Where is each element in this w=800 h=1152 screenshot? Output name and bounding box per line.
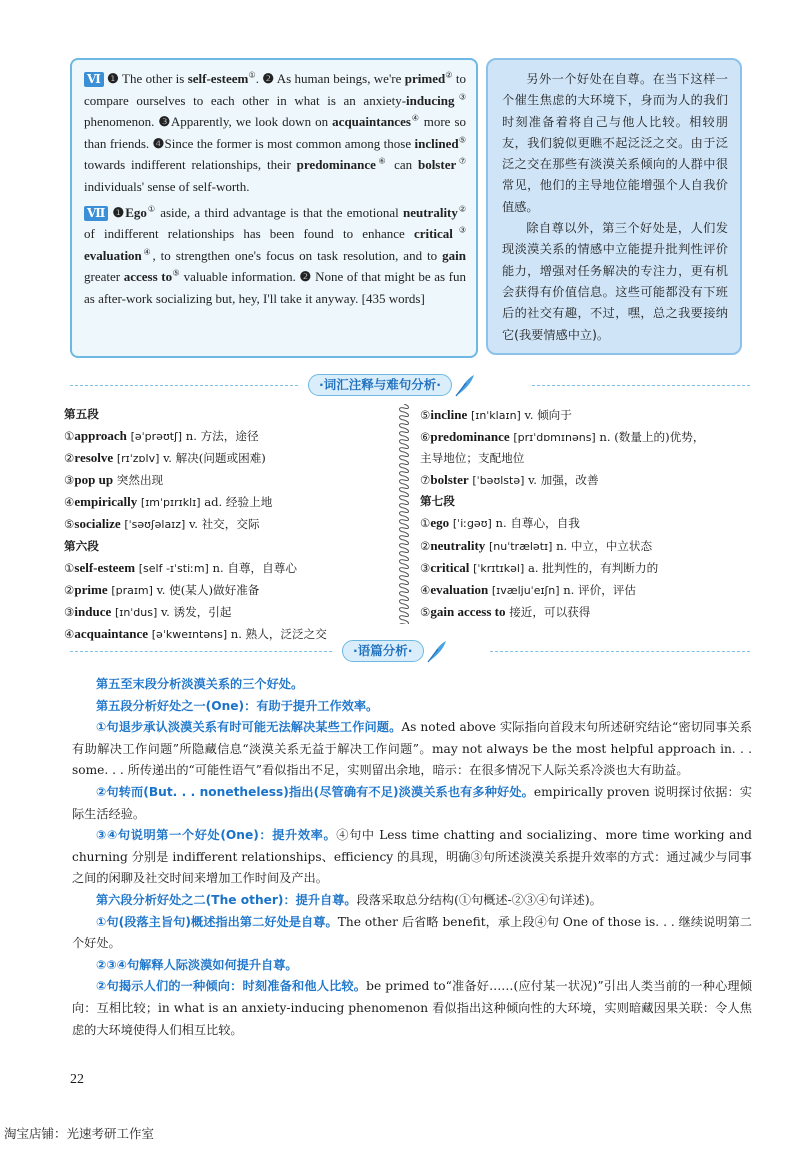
quill-icon bbox=[454, 373, 476, 397]
sentence-marker: ❶ bbox=[112, 204, 126, 220]
analysis-key: ②句转而(But. . . nonetheless)指出(尽管确有不足)淡漠关系也有多种好处。 bbox=[96, 784, 534, 799]
vocab-phonetic: [ɪnˈklaɪn] bbox=[470, 409, 521, 422]
vocab-word: neutrality bbox=[430, 537, 486, 553]
vocab-word: primed bbox=[404, 71, 446, 86]
vocab-word: bolster bbox=[430, 472, 469, 488]
sentence-marker: ❹ bbox=[152, 135, 165, 151]
vocab-definition: n. 熟人，泛泛之交 bbox=[227, 626, 327, 641]
analysis-key: ②句揭示人们的一种倾向：时刻准备和他人比较。 bbox=[96, 979, 367, 994]
analysis-banner bbox=[70, 640, 750, 662]
footnote-marker: ③ bbox=[452, 225, 466, 235]
vocab-entry bbox=[420, 469, 760, 491]
vocab-number: ④ bbox=[64, 626, 75, 641]
vocab-number: ④ bbox=[64, 495, 75, 510]
vocab-word: bolster bbox=[417, 157, 457, 173]
footnote-marker: ④ bbox=[141, 247, 153, 257]
analysis-key: 第六段分析好处之二(The other)：提升自尊。 bbox=[96, 892, 357, 907]
text: more so than friends. bbox=[84, 114, 467, 151]
paragraph-7 bbox=[84, 202, 466, 310]
vocab-number: ② bbox=[64, 582, 75, 597]
analysis-line: ②③④句解释人际淡漠如何提升自尊。 bbox=[96, 957, 298, 972]
analysis-text: As noted above 实际指向首段末句所述研究结论“密切同事关系有助解决工作问题”所隐藏信息“淡漠关系无益于解决工作问题”。may not always be the most helpful approach in. . . some. . . 所传递出的“可能性语气”看似指出不足，实则留出余地，暗示：在很多情况下人际关系冷淡也大有助益。 bbox=[72, 720, 752, 778]
analysis-text: 段落采取总分结构(①句概述-②③④句详述)。 bbox=[356, 892, 602, 907]
sentence-marker: ❶ bbox=[107, 71, 119, 86]
analysis-text: The other 后省略 benefit，承上段④句 One of those is. . . 继续说明第二个好处。 bbox=[72, 914, 752, 951]
vocab-word: ego bbox=[430, 515, 450, 531]
vocab-title: ·词汇注释与难句分析· bbox=[308, 374, 452, 396]
analysis-text: empirically proven 说明探讨依据：实际生活经验。 bbox=[72, 784, 752, 821]
vocab-phonetic: [əˈkweɪntəns] bbox=[151, 627, 228, 641]
vocab-word: socialize bbox=[74, 516, 121, 532]
vocab-entry bbox=[64, 425, 394, 447]
vocab-word: acquaintance bbox=[74, 625, 149, 641]
vocab-word: inclined bbox=[414, 135, 459, 151]
vocab-number: ③ bbox=[64, 604, 75, 619]
vocab-number: ② bbox=[64, 451, 75, 466]
vocab-definition: n. 中立，中立状态 bbox=[552, 538, 653, 553]
vocab-word: Ego bbox=[125, 204, 147, 220]
vocab-definition: n. (数量上的)优势， bbox=[595, 430, 705, 445]
vocab-entry bbox=[64, 513, 394, 535]
text: to compare ourselves to each other in what is an anxiety- bbox=[84, 71, 467, 108]
footnote-marker: ① bbox=[248, 70, 256, 80]
vocab-entry bbox=[420, 579, 760, 601]
sentence-marker: ❷ bbox=[262, 71, 275, 86]
vocab-definition: ad. 经验上地 bbox=[200, 495, 273, 510]
vocab-word: self-esteem bbox=[74, 559, 136, 575]
vocab-entry bbox=[64, 491, 394, 513]
text: None of that might be as fun as after-work socializing but, hey, I'll take it anyway. [435 words] bbox=[84, 269, 466, 306]
vocab-definition: 突然出现 bbox=[113, 473, 164, 488]
vocab-number: ⑤ bbox=[64, 517, 75, 532]
vocab-word: predominance bbox=[296, 157, 376, 173]
footnote-marker: ② bbox=[445, 70, 453, 80]
analysis-line bbox=[72, 825, 752, 890]
sentence-marker: ❷ bbox=[299, 269, 312, 285]
text: greater bbox=[84, 269, 124, 285]
vocab-definition: a. 批判性的，有判断力的 bbox=[524, 560, 659, 575]
vocab-number: ① bbox=[64, 560, 75, 575]
vocab-section-heading: 第七段 bbox=[420, 494, 455, 509]
vocab-definition: v. 倾向于 bbox=[520, 408, 572, 422]
analysis-line bbox=[72, 976, 752, 1041]
vocab-entry bbox=[420, 535, 760, 557]
vocab-word: gain access to bbox=[430, 603, 506, 619]
analysis-text: be primed to“准备好……(应付某一状况)”引出人类当前的一种心理倾向：互相比较；in what is an anxiety-inducing phenomenon 看似指出这种倾向性的大环境，实则暗藏因果关联：令人焦虑的大环境使得人们相互比较。 bbox=[72, 979, 752, 1037]
footnote-marker: ② bbox=[457, 204, 467, 214]
vocab-word: critical bbox=[430, 559, 470, 575]
vocab-definition: v. 使(某人)做好准备 bbox=[152, 582, 260, 597]
footnote-marker: ④ bbox=[410, 113, 420, 123]
analysis-key: ①句(段落主旨句)概述指出第二好处是自尊。 bbox=[96, 914, 338, 929]
vocab-list-right bbox=[420, 404, 760, 623]
footnote-marker: ③ bbox=[454, 92, 466, 102]
analysis-key: ①句退步承认淡漠关系有时可能无法解决某些工作问题。 bbox=[96, 720, 402, 735]
vocab-word: critical bbox=[413, 226, 453, 242]
text: , to strengthen one's focus on task resolution, and to bbox=[152, 247, 443, 263]
vocab-number: ⑤ bbox=[420, 604, 431, 619]
text: . bbox=[255, 71, 263, 86]
vocab-word: predominance bbox=[430, 429, 510, 445]
vocab-entry bbox=[64, 557, 394, 579]
text: can bbox=[388, 157, 418, 173]
text: Apparently, we look down on bbox=[170, 114, 333, 130]
vocab-word: incline bbox=[430, 407, 468, 422]
analysis-key: ③④句说明第一个好处(One)：提升效率。 bbox=[96, 828, 337, 843]
vocab-definition: n. 评价，评估 bbox=[559, 582, 637, 597]
vocab-number: ② bbox=[420, 538, 431, 553]
spiral-divider bbox=[398, 404, 410, 624]
text: valuable information. bbox=[179, 269, 300, 285]
vocab-number: ⑤ bbox=[420, 408, 431, 422]
vocab-entry bbox=[420, 426, 760, 448]
analysis-title: ·语篇分析· bbox=[342, 640, 424, 662]
vocab-number: ⑦ bbox=[420, 473, 431, 488]
vocab-entry bbox=[420, 557, 760, 579]
vocab-section-heading: 第六段 bbox=[64, 538, 99, 553]
text: Since the former is most common among those bbox=[164, 135, 415, 151]
vocab-word: approach bbox=[74, 428, 127, 444]
vocab-word: evaluation bbox=[84, 247, 142, 263]
vocab-section-heading: 第五段 bbox=[64, 407, 99, 421]
vocab-phonetic: [ɪmˈpɪrɪklɪ] bbox=[140, 496, 201, 510]
vocab-word: acquaintances bbox=[332, 114, 411, 130]
vocab-phonetic: [nuˈtrælətɪ] bbox=[488, 539, 553, 553]
text: aside, a third advantage is that the emotional bbox=[155, 204, 403, 220]
vocab-phonetic: [rɪˈzɒlv] bbox=[116, 452, 160, 466]
vocab-definition: 接近，可以获得 bbox=[505, 604, 591, 619]
vocab-word: empirically bbox=[74, 494, 138, 510]
vocab-phonetic: [prɪˈdɒmɪnəns] bbox=[513, 431, 596, 445]
paragraph-6-number: Ⅵ bbox=[84, 72, 104, 87]
vocab-definition: v. 加强，改善 bbox=[524, 473, 599, 488]
vocab-phonetic: [self -ɪˈstiːm] bbox=[138, 561, 209, 575]
text: The other is bbox=[118, 71, 188, 86]
vocab-definition: n. 自尊，自尊心 bbox=[208, 560, 297, 575]
vocab-continuation: 主导地位；支配地位 bbox=[420, 451, 525, 466]
vocab-number: ③ bbox=[64, 473, 75, 488]
vocab-word: neutrality bbox=[403, 204, 458, 220]
vocab-phonetic: [ˈkrɪtɪkəl] bbox=[473, 561, 525, 575]
vocab-phonetic: [ɪnˈdus] bbox=[114, 605, 158, 619]
translation-paragraph-7: 除自尊以外，第三个好处是，人们发现淡漠关系的情感中立能提升批判性评价能力，增强对任务解决的专注力，更有机会获得有价值信息。这些可能都没有下班后的社交有趣，不过，嘿，总之我要接纳它(我要情感中立)。 bbox=[502, 221, 728, 342]
vocab-word: induce bbox=[74, 603, 112, 619]
quill-icon bbox=[426, 639, 448, 663]
vocab-number: ① bbox=[64, 429, 75, 444]
paragraph-7-number: Ⅶ bbox=[84, 206, 108, 221]
vocab-definition: n. 自尊心，自我 bbox=[491, 516, 580, 531]
vocab-phonetic: [əˈprəʊtʃ] bbox=[130, 430, 183, 444]
paragraph-6 bbox=[84, 68, 466, 198]
vocab-number: ④ bbox=[420, 582, 431, 597]
text: phenomenon. bbox=[84, 114, 159, 130]
vocab-number: ③ bbox=[420, 560, 431, 575]
footnote-marker: ⑤ bbox=[172, 269, 180, 279]
text: individuals' sense of self-worth. bbox=[84, 178, 250, 194]
vocab-word: self-esteem bbox=[187, 71, 249, 86]
footnote-marker: ① bbox=[146, 204, 156, 214]
vocab-number: ① bbox=[420, 516, 431, 531]
vocab-phonetic: [ˈbəʊlstə] bbox=[472, 474, 525, 488]
page-number: 22 bbox=[70, 1072, 84, 1087]
vocab-definition: v. 解决(问题或困难) bbox=[159, 451, 266, 466]
shop-footer: 淘宝店铺：光速考研工作室 bbox=[4, 1126, 155, 1141]
analysis-line bbox=[72, 782, 752, 825]
vocab-number: ⑥ bbox=[420, 430, 431, 445]
vocab-phonetic: [ˈsəʊʃəlaɪz] bbox=[124, 518, 186, 532]
vocab-word: inducing bbox=[406, 92, 455, 108]
vocab-entry bbox=[64, 579, 394, 601]
sentence-marker: ❸ bbox=[158, 114, 171, 130]
footnote-marker: ⑥ bbox=[375, 157, 389, 167]
analysis-line bbox=[72, 890, 752, 912]
vocab-phonetic: [ˈiːgəʊ] bbox=[452, 517, 492, 531]
vocab-entry bbox=[64, 447, 394, 469]
text: As human beings, we're bbox=[274, 71, 405, 86]
discourse-analysis bbox=[72, 674, 752, 1041]
vocab-entry bbox=[64, 601, 394, 623]
vocab-definition: n. 方法，途径 bbox=[182, 429, 259, 444]
analysis-line bbox=[72, 717, 752, 782]
passage-box bbox=[70, 58, 478, 358]
translation-box bbox=[486, 58, 742, 355]
text: of indifferent relationships has been found to enhance bbox=[84, 226, 414, 242]
footnote-marker: ⑤ bbox=[458, 135, 467, 145]
text: towards indifferent relationships, their bbox=[84, 157, 297, 173]
vocab-word: pop up bbox=[74, 472, 114, 488]
analysis-text: ④句中 Less time chatting and socializing、more time working and churning 分别是 indifferent relationships、efficiency 的具现，明确③句所述淡漠关系提升效率的方式：通过减少与同事之间的闲聊及社交时间来增加工作时间及产出。 bbox=[72, 828, 752, 886]
vocab-word: access to bbox=[123, 269, 173, 285]
translation-paragraph-6: 另外一个好处在自尊。在当下这样一个催生焦虑的大环境下，身而为人的我们时刻准备着将自己与他人比较。相较朋友，我们貌似更瞧不起泛泛之交。由于泛泛之交在那些有淡漠关系倾向的人群中很常见，他们的主导地位能增强个人自我价值感。 bbox=[502, 72, 728, 214]
footnote-marker: ⑦ bbox=[456, 157, 467, 167]
analysis-line: 第五段分析好处之一(One)：有助于提升工作效率。 bbox=[96, 698, 379, 713]
vocab-word: resolve bbox=[74, 450, 114, 466]
vocab-phonetic: [praɪm] bbox=[111, 583, 153, 597]
vocab-entry bbox=[420, 404, 760, 426]
analysis-line: 第五至末段分析淡漠关系的三个好处。 bbox=[96, 677, 304, 691]
vocab-entry bbox=[420, 601, 760, 623]
vocab-phonetic: [ɪvæljuˈeɪʃn] bbox=[491, 583, 560, 597]
vocab-word: prime bbox=[74, 581, 108, 597]
analysis-line bbox=[72, 912, 752, 955]
vocab-word: evaluation bbox=[430, 581, 489, 597]
vocab-word: gain bbox=[442, 247, 466, 263]
vocab-entry bbox=[64, 469, 394, 491]
vocab-definition: v. 诱发，引起 bbox=[157, 604, 232, 619]
vocab-banner bbox=[70, 374, 750, 396]
vocab-definition: v. 社交，交际 bbox=[185, 517, 260, 532]
vocab-entry bbox=[420, 512, 760, 534]
vocab-list-left bbox=[64, 404, 394, 645]
